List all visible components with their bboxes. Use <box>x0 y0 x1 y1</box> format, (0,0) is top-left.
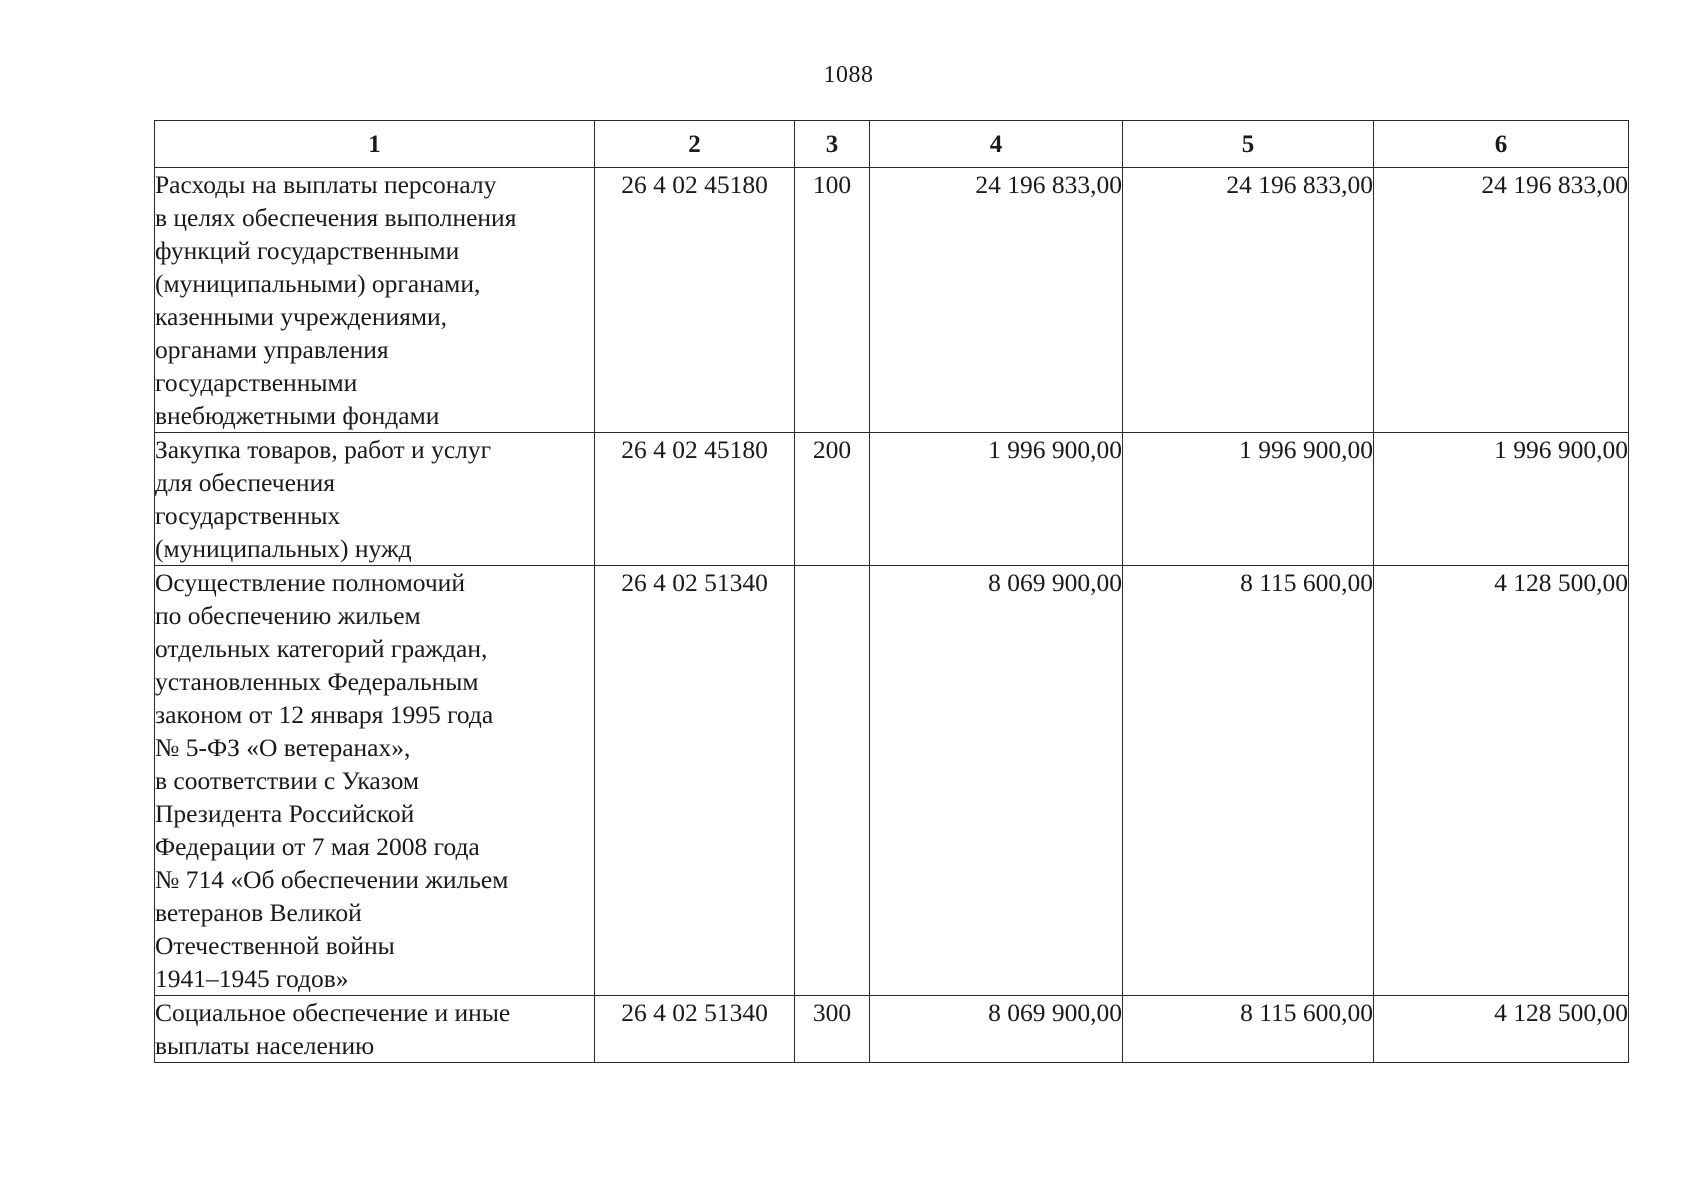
row-name-line: установленных Федеральным <box>155 667 479 696</box>
row-name-line: (муниципальных) нужд <box>155 534 412 563</box>
row-code: 26 4 02 51340 <box>595 996 795 1063</box>
row-name-line: внебюджетными фондами <box>155 401 440 430</box>
row-name-line: для обеспечения <box>155 468 335 497</box>
row-amount-2: 8 115 600,00 <box>1123 566 1374 996</box>
row-amount-1: 8 069 900,00 <box>870 996 1123 1063</box>
column-header-3: 3 <box>795 121 870 168</box>
row-name-line: Закупка товаров, работ и услуг <box>155 435 492 464</box>
row-name-line: законом от 12 января 1995 года <box>155 700 494 729</box>
row-name-line: Президента Российской <box>155 799 415 828</box>
column-header-6: 6 <box>1374 121 1629 168</box>
row-amount-3: 4 128 500,00 <box>1374 566 1629 996</box>
row-name-line: выплаты населению <box>155 1031 375 1060</box>
page-number: 1088 <box>823 62 874 88</box>
row-name-line: Отечественной войны <box>155 931 395 960</box>
row-amount-2: 1 996 900,00 <box>1123 433 1374 566</box>
row-amount-1: 1 996 900,00 <box>870 433 1123 566</box>
row-name <box>155 168 595 433</box>
row-name-line: № 714 «Об обеспечении жильем <box>155 865 509 894</box>
row-name-line: функций государственными <box>155 236 460 265</box>
budget-table <box>154 120 1629 1063</box>
row-name-line: отдельных категорий граждан, <box>155 634 488 663</box>
row-name-line: государственными <box>155 368 358 397</box>
column-header-5: 5 <box>1123 121 1374 168</box>
row-name-line: 1941–1945 годов» <box>155 964 349 993</box>
column-header-4: 4 <box>870 121 1123 168</box>
row-amount-3: 1 996 900,00 <box>1374 433 1629 566</box>
row-expense-type <box>795 566 870 996</box>
row-code: 26 4 02 45180 <box>595 168 795 433</box>
row-name-line: Федерации от 7 мая 2008 года <box>155 832 480 861</box>
row-name-line: ветеранов Великой <box>155 898 362 927</box>
row-amount-1: 24 196 833,00 <box>870 168 1123 433</box>
row-name-line: казенными учреждениями, <box>155 302 448 331</box>
row-code: 26 4 02 51340 <box>595 566 795 996</box>
row-amount-2: 8 115 600,00 <box>1123 996 1374 1063</box>
row-amount-3: 24 196 833,00 <box>1374 168 1629 433</box>
row-name-line: Социальное обеспечение и иные <box>155 998 511 1027</box>
row-name-line: Осуществление полномочий <box>155 568 465 597</box>
row-name-line: в соответствии с Указом <box>155 766 420 795</box>
row-name-line: по обеспечению жильем <box>155 601 421 630</box>
table-row <box>155 996 1629 1063</box>
row-code: 26 4 02 45180 <box>595 433 795 566</box>
row-name <box>155 996 595 1063</box>
row-name-line: органами управления <box>155 335 389 364</box>
table-row <box>155 168 1629 433</box>
column-header-1: 1 <box>155 121 595 168</box>
row-expense-type: 100 <box>795 168 870 433</box>
row-amount-1: 8 069 900,00 <box>870 566 1123 996</box>
row-name-line: в целях обеспечения выполнения <box>155 203 517 232</box>
row-amount-3: 4 128 500,00 <box>1374 996 1629 1063</box>
row-name-line: государственных <box>155 501 341 530</box>
row-name <box>155 433 595 566</box>
table-row <box>155 566 1629 996</box>
table-row <box>155 433 1629 566</box>
table-header-row <box>155 121 1629 168</box>
column-header-2: 2 <box>595 121 795 168</box>
row-expense-type: 200 <box>795 433 870 566</box>
row-name <box>155 566 595 996</box>
row-name-line: № 5-ФЗ «О ветеранах», <box>155 733 411 762</box>
row-name-line: Расходы на выплаты персоналу <box>155 170 497 199</box>
row-expense-type: 300 <box>795 996 870 1063</box>
row-name-line: (муниципальными) органами, <box>155 269 481 298</box>
row-amount-2: 24 196 833,00 <box>1123 168 1374 433</box>
